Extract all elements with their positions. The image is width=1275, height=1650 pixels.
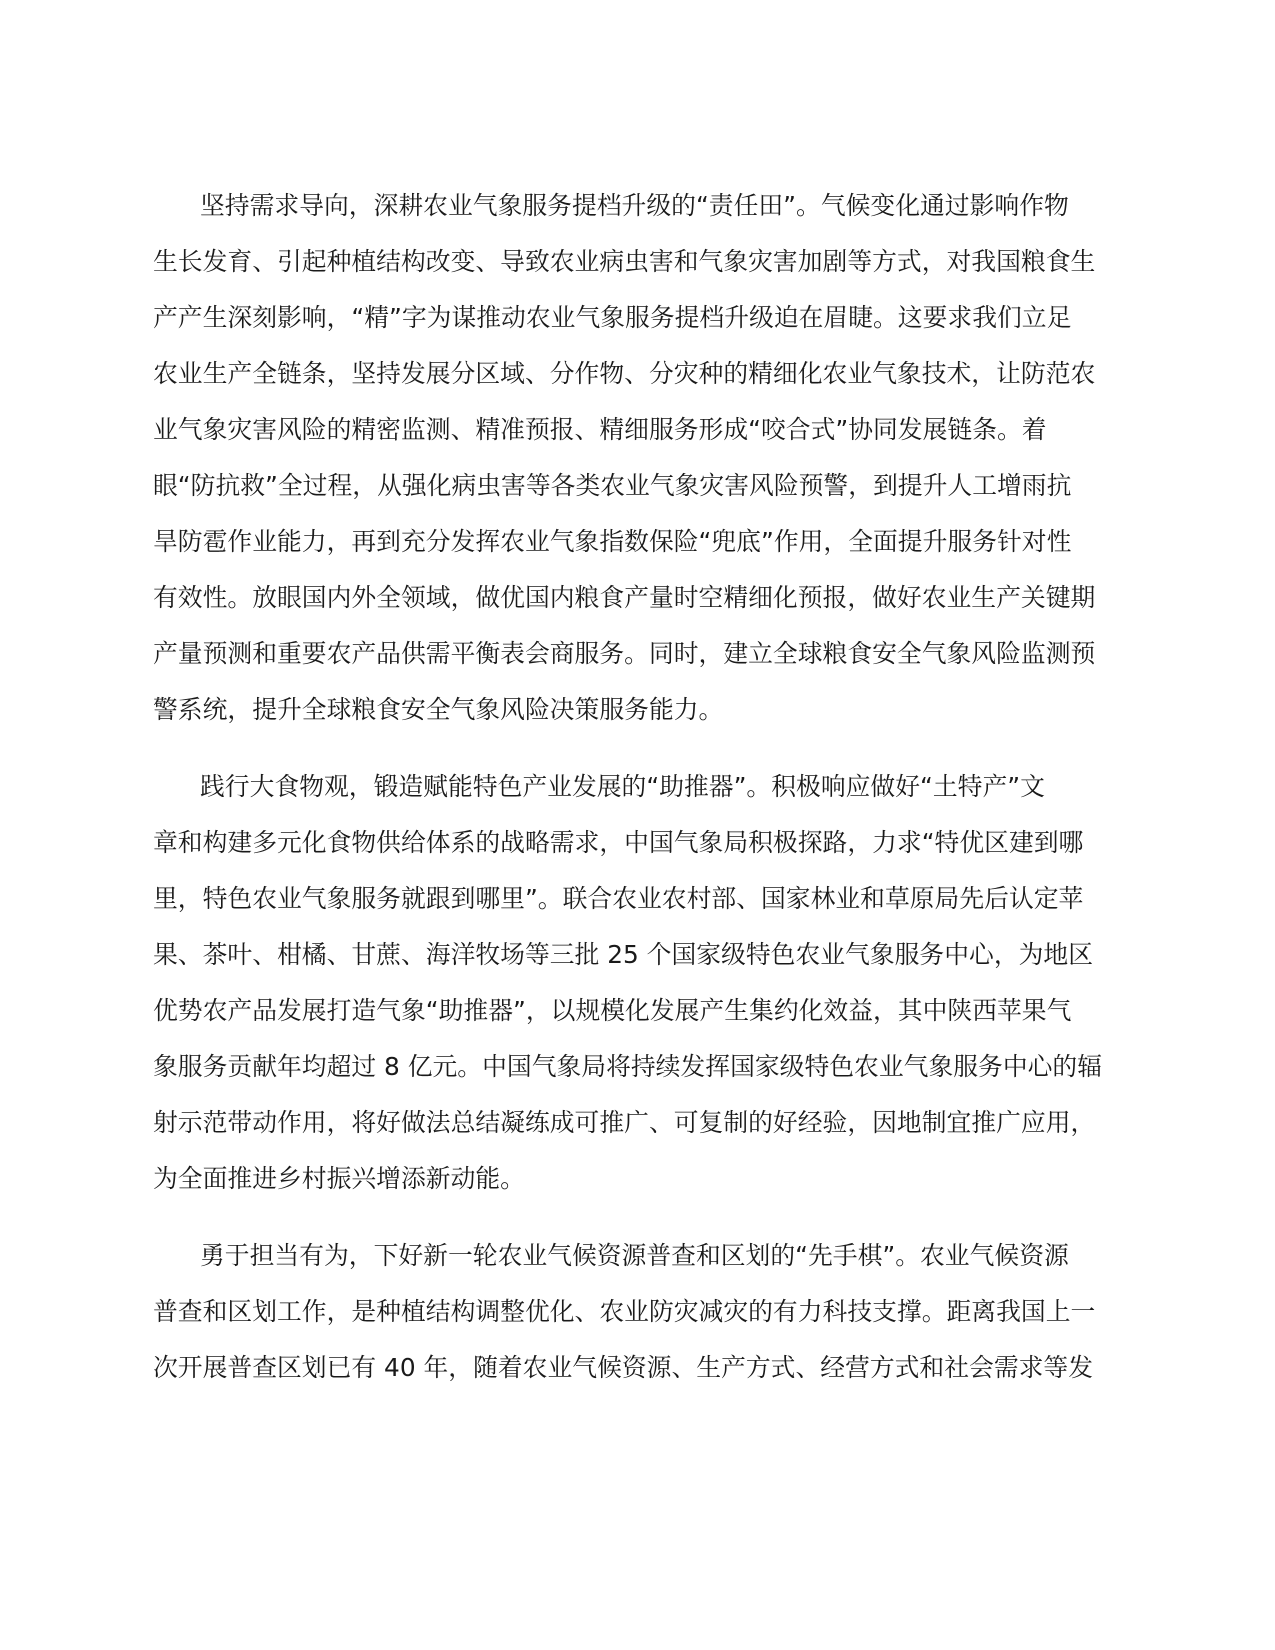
paragraph-line: 警系统，提升全球粮食安全气象风险决策服务能力。: [153, 695, 724, 724]
paragraph-line: 坚持需求导向，深耕农业气象服务提档升级的“责任田”。气候变化通过影响作物: [200, 191, 1069, 220]
paragraph-line: 践行大食物观，锻造赋能特色产业发展的“助推器”。积极响应做好“土特产”文: [200, 772, 1045, 801]
paragraph-line: 果、茶叶、柑橘、甘蔗、海洋牧场等三批 25 个国家级特色农业气象服务中心，为地区: [153, 940, 1094, 969]
paragraph-line: 章和构建多元化食物供给体系的战略需求，中国气象局积极探路，力求“特优区建到哪: [153, 828, 1084, 857]
paragraph-line: 射示范带动作用，将好做法总结凝练成可推广、可复制的好经验，因地制宜推广应用，: [153, 1108, 1096, 1137]
paragraph-line: 生长发育、引起种植结构改变、导致农业病虫害和气象灾害加剧等方式，对我国粮食生: [153, 247, 1096, 276]
paragraph-line: 业气象灾害风险的精密监测、精准预报、精细服务形成“咬合式”协同发展链条。着: [153, 415, 1047, 444]
paragraph-line: 勇于担当有为，下好新一轮农业气候资源普查和区划的“先手棋”。农业气候资源: [200, 1241, 1069, 1270]
paragraph-line: 优势农产品发展打造气象“助推器”，以规模化发展产生集约化效益，其中陕西苹果气: [153, 996, 1072, 1025]
paragraph-line: 次开展普查区划已有 40 年，随着农业气候资源、生产方式、经营方式和社会需求等发: [153, 1353, 1094, 1382]
paragraph-line: 为全面推进乡村振兴增添新动能。: [153, 1164, 525, 1193]
paragraph-line: 眼“防抗救”全过程，从强化病虫害等各类农业气象灾害风险预警，到提升人工增雨抗: [153, 471, 1072, 500]
paragraph-line: 里，特色农业气象服务就跟到哪里”。联合农业农村部、国家林业和草原局先后认定苹: [153, 884, 1084, 913]
paragraph-line: 有效性。放眼国内外全领域，做优国内粮食产量时空精细化预报，做好农业生产关键期: [153, 583, 1096, 612]
paragraph-line: 旱防雹作业能力，再到充分发挥农业气象指数保险“兜底”作用，全面提升服务针对性: [153, 527, 1072, 556]
paragraph-line: 产量预测和重要农产品供需平衡表会商服务。同时，建立全球粮食安全气象风险监测预: [153, 639, 1096, 668]
paragraph-line: 象服务贡献年均超过 8 亿元。中国气象局将持续发挥国家级特色农业气象服务中心的辐: [153, 1052, 1103, 1081]
paragraph-line: 普查和区划工作，是种植结构调整优化、农业防灾减灾的有力科技支撑。距离我国上一: [153, 1297, 1096, 1326]
paragraph-line: 产产生深刻影响，“精”字为谋推动农业气象服务提档升级迫在眉睫。这要求我们立足: [153, 303, 1072, 332]
paragraph-line: 农业生产全链条，坚持发展分区域、分作物、分灾种的精细化农业气象技术，让防范农: [153, 359, 1096, 388]
